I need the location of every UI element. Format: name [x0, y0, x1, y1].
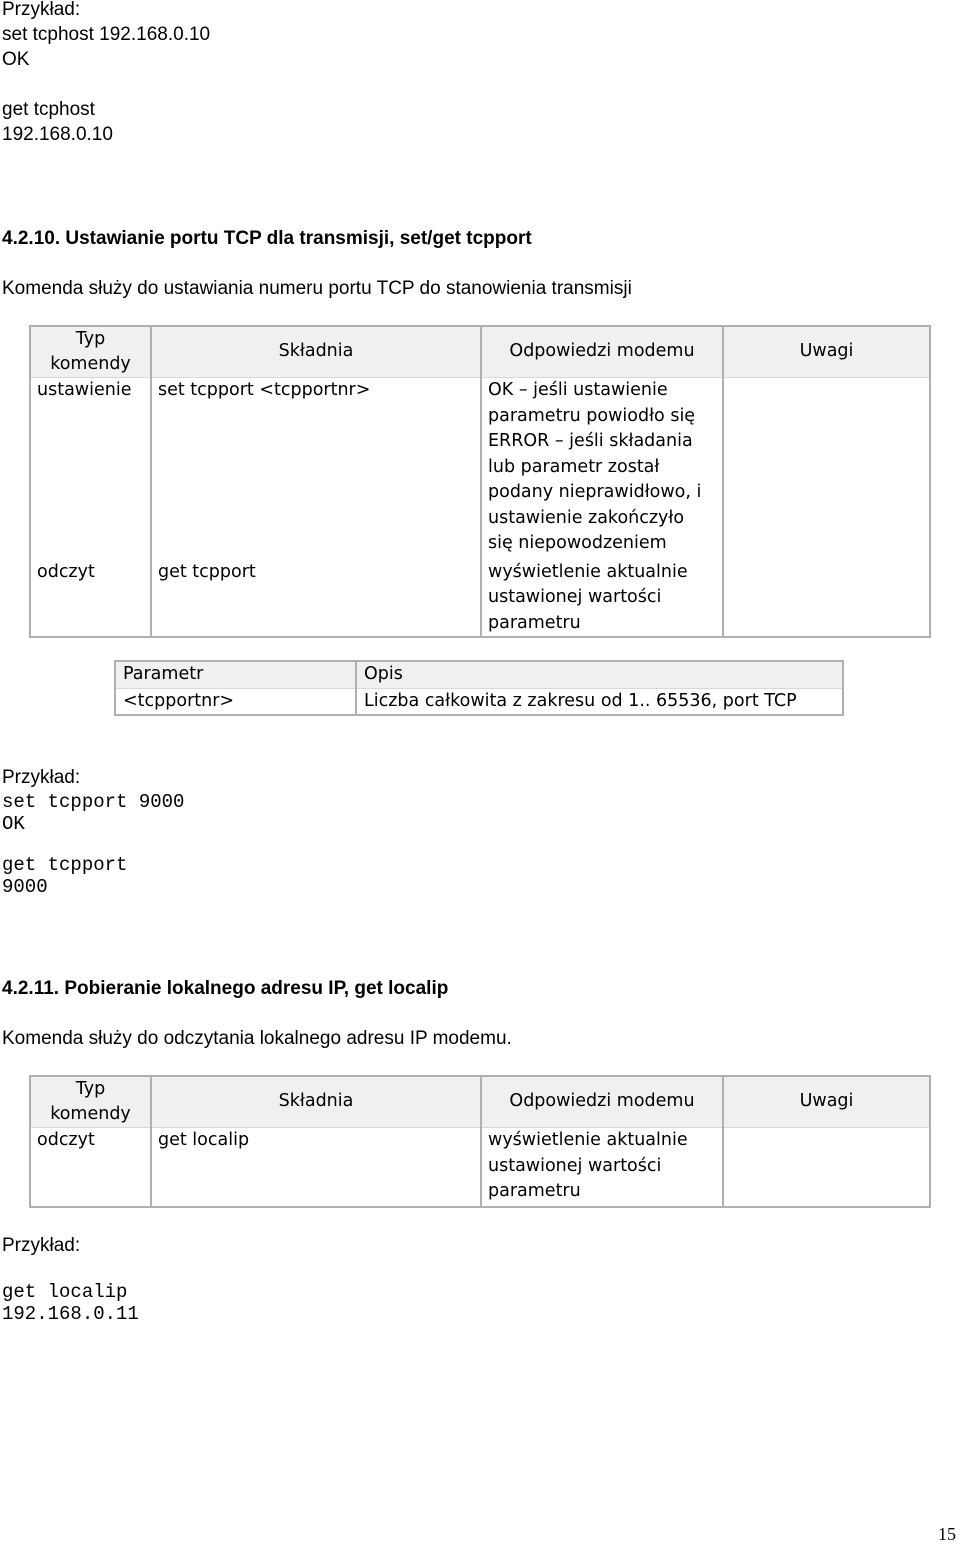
section-heading-tcpport: 4.2.10. Ustawianie portu TCP dla transmisji, set/get tcpport	[2, 228, 532, 249]
example-label-tcpport: Przykład:	[2, 767, 81, 788]
example-line: 9000	[2, 876, 48, 898]
table-cell	[723, 378, 929, 560]
table-row	[31, 378, 929, 560]
section-heading-localip: 4.2.11. Pobieranie lokalnego adresu IP, get localip	[2, 978, 449, 999]
header-cell: Odpowiedzi modemu	[481, 327, 723, 378]
table-row	[31, 1128, 929, 1206]
page-number: 15	[938, 1524, 956, 1544]
top-example-label: Przykład:	[2, 0, 81, 20]
command-table-tcpport	[31, 327, 929, 636]
example-line: get tcpport	[2, 854, 128, 876]
params-header-row	[116, 662, 842, 688]
example-line: get localip	[2, 1281, 128, 1303]
table-cell: set tcpport <tcpportnr>	[151, 378, 481, 560]
table-header-row	[31, 1077, 929, 1128]
section-description-tcpport: Komenda służy do ustawiania numeru portu TCP do stanowienia transmisji	[2, 278, 632, 299]
params-header-cell: Parametr	[116, 662, 356, 688]
table-cell	[723, 560, 929, 637]
top-example-line: 192.168.0.10	[2, 124, 113, 145]
header-cell: Typ komendy	[31, 1077, 151, 1128]
table-cell: get localip	[151, 1128, 481, 1206]
header-cell: Składnia	[151, 327, 481, 378]
top-example-line: get tcphost	[2, 99, 95, 120]
table-header-row	[31, 327, 929, 378]
params-cell: Liczba całkowita z zakresu od 1.. 65536, port TCP	[364, 690, 797, 711]
example-label-localip: Przykład:	[2, 1235, 81, 1256]
example-line: 192.168.0.11	[2, 1303, 139, 1325]
table-cell: ustawienie	[31, 378, 151, 560]
top-example-line: OK	[2, 49, 30, 70]
params-row	[116, 688, 842, 714]
example-line: set tcpport 9000	[2, 791, 185, 813]
header-cell: Uwagi	[723, 327, 929, 378]
header-cell: Uwagi	[723, 1077, 929, 1128]
table-cell: wyświetlenie aktualnie ustawionej wartości parametru	[481, 560, 723, 637]
table-cell: OK – jeśli ustawienie parametru powiodło się ERROR – jeśli składania lub parametr został podany nieprawidłowo, i ustawienie zakończyło się niepowodzeniem	[481, 378, 723, 560]
table-cell: odczyt	[31, 1128, 151, 1206]
header-cell: Odpowiedzi modemu	[481, 1077, 723, 1128]
table-cell	[723, 1128, 929, 1206]
table-row	[31, 560, 929, 637]
top-example-line: set tcphost 192.168.0.10	[2, 24, 211, 45]
params-table-tcpport	[116, 662, 842, 714]
command-table-localip	[31, 1077, 929, 1206]
section-description-localip: Komenda służy do odczytania lokalnego adresu IP modemu.	[2, 1028, 512, 1049]
example-line: OK	[2, 813, 25, 835]
header-cell: Składnia	[151, 1077, 481, 1128]
table-cell: wyświetlenie aktualnie ustawionej wartości parametru	[481, 1128, 723, 1206]
table-cell: odczyt	[31, 560, 151, 637]
table-cell: get tcpport	[151, 560, 481, 637]
header-cell: Typ komendy	[31, 327, 151, 378]
params-header-cell: Opis	[356, 662, 842, 688]
params-cell: <tcpportnr>	[116, 688, 356, 714]
